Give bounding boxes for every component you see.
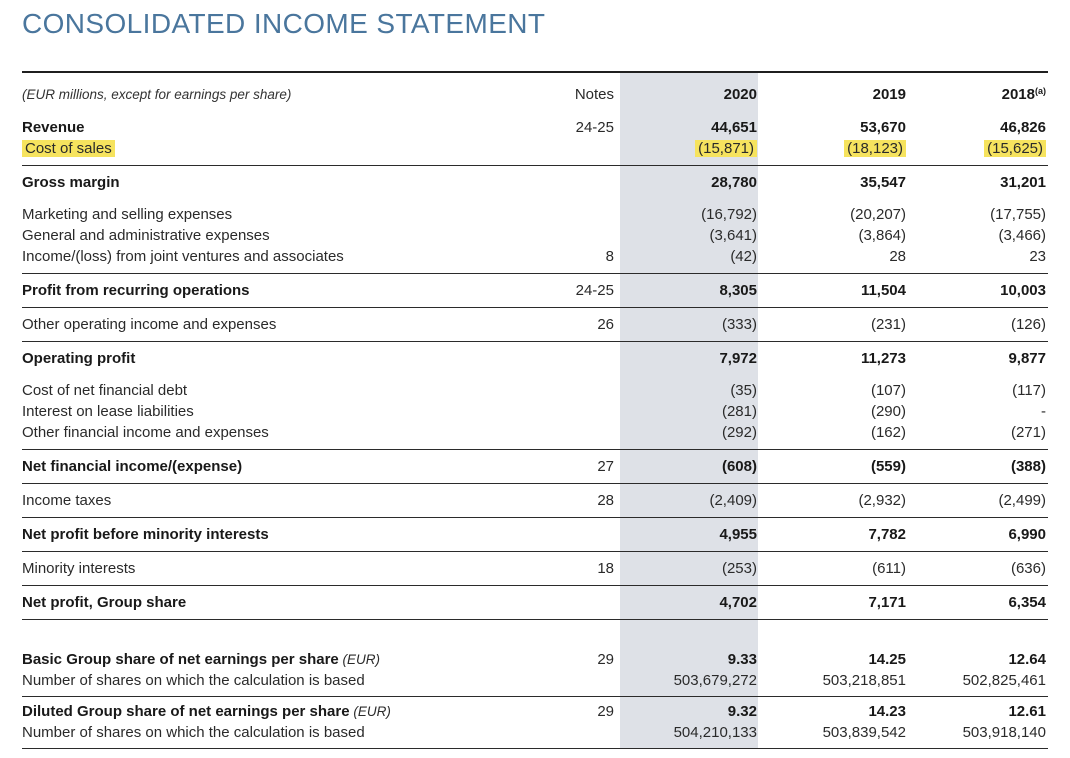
table-row	[22, 456, 1048, 477]
row-label: Net financial income/(expense)	[22, 458, 243, 475]
table-row	[22, 701, 1048, 722]
value-2019-cell: (559)	[870, 458, 906, 475]
table-row	[22, 117, 1048, 138]
value-2020-cell: (3,641)	[709, 227, 757, 244]
diluted-eps-block	[22, 697, 1048, 749]
value-2019-cell: 503,218,851	[822, 672, 906, 689]
value-2019-cell: (290)	[870, 403, 906, 420]
operating-profit-block	[22, 342, 1048, 450]
value-2020-cell: 4,702	[719, 594, 757, 611]
row-label: Other financial income and expenses	[22, 424, 269, 441]
value-2020-cell: (35)	[730, 382, 757, 399]
row-label: Minority interests	[22, 560, 136, 577]
table-row	[22, 246, 1048, 267]
value-2020-cell: (15,871)	[614, 138, 760, 159]
notes-cell: 24-25	[575, 119, 614, 136]
value-2018-cell: 6,354	[1008, 594, 1046, 611]
notes-cell: 29	[597, 703, 614, 720]
row-label: Diluted Group share of net earnings per share (EUR)	[22, 703, 391, 720]
value-2020-cell: 503,679,272	[673, 672, 757, 689]
table-row	[22, 380, 1048, 401]
row-label: Profit from recurring operations	[22, 282, 250, 299]
net-financial-block	[22, 450, 1048, 484]
value-2019-cell: 53,670	[860, 119, 906, 136]
value-2018-cell: 10,003	[1000, 282, 1046, 299]
table-row	[22, 422, 1048, 443]
value-2019-cell: (2,932)	[858, 492, 906, 509]
table-caption: (EUR millions, except for earnings per share)	[22, 87, 292, 102]
table-row	[22, 204, 1048, 225]
value-2020-cell: 9.33	[727, 651, 757, 668]
row-label: Number of shares on which the calculation is based	[22, 672, 365, 689]
row-label: Gross margin	[22, 174, 120, 191]
value-2019-cell: 28	[889, 248, 906, 265]
value-2019-cell: (3,864)	[858, 227, 906, 244]
value-2018-cell: 12.64	[1008, 651, 1046, 668]
page-title: CONSOLIDATED INCOME STATEMENT	[22, 8, 546, 39]
label-unit-suffix: (EUR)	[349, 704, 391, 719]
value-2018-cell: (2,499)	[998, 492, 1046, 509]
other-operating-block	[22, 308, 1048, 342]
value-2020-cell: (292)	[721, 424, 757, 441]
value-2020-cell: 9.32	[727, 703, 757, 720]
value-2018-cell: 502,825,461	[962, 672, 1046, 689]
gross-margin-block	[22, 166, 1048, 274]
value-2018-cell: 46,826	[1000, 119, 1046, 136]
table-row	[22, 280, 1048, 301]
table-header-block	[22, 73, 1048, 166]
notes-cell: 27	[597, 458, 614, 475]
value-2019-cell: 7,171	[868, 594, 906, 611]
value-2018-cell: (15,625)	[906, 138, 1048, 159]
column-header-notes: Notes	[574, 86, 614, 103]
value-2018-cell: 31,201	[1000, 174, 1046, 191]
row-label: Net profit before minority interests	[22, 526, 269, 543]
value-2018-cell: (388)	[1010, 458, 1046, 475]
value-2018-cell: (636)	[1010, 560, 1046, 577]
income-statement-table	[22, 71, 1048, 749]
value-2020-cell: (42)	[730, 248, 757, 265]
value-2018-cell: 12.61	[1008, 703, 1046, 720]
value-2019-cell: (162)	[870, 424, 906, 441]
value-2019-cell: 14.25	[868, 651, 906, 668]
row-label: Basic Group share of net earnings per share (EUR)	[22, 651, 381, 668]
value-2019-cell: (18,123)	[760, 138, 906, 159]
notes-cell: 29	[597, 651, 614, 668]
value-2018-cell: (271)	[1010, 424, 1046, 441]
row-label: Revenue	[22, 119, 85, 136]
value-2020-cell: (253)	[721, 560, 757, 577]
value-2018-cell: 23	[1029, 248, 1046, 265]
column-header-2019: 2019	[872, 86, 906, 103]
row-label: Income taxes	[22, 492, 112, 509]
value-2020-cell: (608)	[721, 458, 757, 475]
recurring-operations-block	[22, 274, 1048, 308]
value-2020-cell: (16,792)	[701, 206, 757, 223]
value-2019-cell: 503,839,542	[822, 724, 906, 741]
income-taxes-block	[22, 484, 1048, 518]
table-row	[22, 348, 1048, 369]
row-label: Cost of net financial debt	[22, 382, 188, 399]
table-row	[22, 670, 1048, 691]
value-2020-cell: (2,409)	[709, 492, 757, 509]
row-label: Number of shares on which the calculation is based	[22, 724, 365, 741]
value-2019-cell: 11,504	[860, 282, 906, 299]
value-2019-cell: 11,273	[860, 350, 906, 367]
row-label: Interest on lease liabilities	[22, 403, 194, 420]
value-2020-cell: 504,210,133	[673, 724, 757, 741]
value-2020-cell: 4,955	[719, 526, 757, 543]
table-row	[22, 172, 1048, 193]
page-content	[0, 8, 1070, 749]
notes-cell: 28	[597, 492, 614, 509]
footnote-marker: (a)	[1035, 86, 1046, 96]
value-2019-cell: (20,207)	[850, 206, 906, 223]
minority-interests-block	[22, 552, 1048, 586]
section-spacer	[22, 620, 1048, 645]
table-row	[22, 524, 1048, 545]
value-2018-cell: 6,990	[1008, 526, 1046, 543]
value-2020-cell: 8,305	[719, 282, 757, 299]
table-row	[22, 558, 1048, 579]
value-2019-cell: 35,547	[860, 174, 906, 191]
row-label: Income/(loss) from joint ventures and associates	[22, 248, 344, 265]
net-profit-group-share-block	[22, 586, 1048, 620]
table-row	[22, 592, 1048, 613]
row-label: Marketing and selling expenses	[22, 206, 233, 223]
value-2018-cell: 9,877	[1008, 350, 1046, 367]
value-2019-cell: (231)	[870, 316, 906, 333]
row-label: Cost of sales	[22, 138, 496, 159]
value-2019-cell: (107)	[870, 382, 906, 399]
value-2018-cell: (117)	[1012, 382, 1046, 399]
value-2020-cell: (281)	[721, 403, 757, 420]
table-row	[22, 722, 1048, 743]
column-header-2020: 2020	[723, 86, 757, 103]
value-2018-cell: 503,918,140	[962, 724, 1046, 741]
column-header-2018: 2018$^{(a)}$	[1001, 86, 1046, 103]
table-row	[22, 490, 1048, 511]
table-row	[22, 138, 1048, 159]
label-unit-suffix: (EUR)	[338, 652, 381, 667]
row-label: General and administrative expenses	[22, 227, 270, 244]
notes-cell: 24-25	[575, 282, 614, 299]
table-row	[22, 314, 1048, 335]
value-2018-cell: (3,466)	[998, 227, 1046, 244]
row-label: Net profit, Group share	[22, 594, 187, 611]
row-label: Other operating income and expenses	[22, 316, 277, 333]
table-row	[22, 225, 1048, 246]
value-2018-cell: -	[1041, 403, 1046, 420]
value-2018-cell: (17,755)	[990, 206, 1046, 223]
notes-cell: 26	[597, 316, 614, 333]
notes-cell: 18	[597, 560, 614, 577]
table-row	[22, 401, 1048, 422]
value-2020-cell: (333)	[721, 316, 757, 333]
value-2019-cell: (611)	[872, 560, 906, 577]
value-2020-cell: 7,972	[719, 350, 757, 367]
value-2019-cell: 7,782	[868, 526, 906, 543]
value-2020-cell: 44,651	[711, 119, 757, 136]
net-profit-before-minority-block	[22, 518, 1048, 552]
value-2019-cell: 14.23	[868, 703, 906, 720]
value-2020-cell: 28,780	[711, 174, 757, 191]
basic-eps-block	[22, 645, 1048, 697]
header-block-rows	[22, 117, 1048, 159]
row-label: Operating profit	[22, 350, 136, 367]
table-row	[22, 649, 1048, 670]
column-header-row	[22, 81, 1048, 105]
notes-cell: 8	[605, 248, 614, 265]
table-sections	[22, 166, 1048, 749]
value-2018-cell: (126)	[1010, 316, 1046, 333]
